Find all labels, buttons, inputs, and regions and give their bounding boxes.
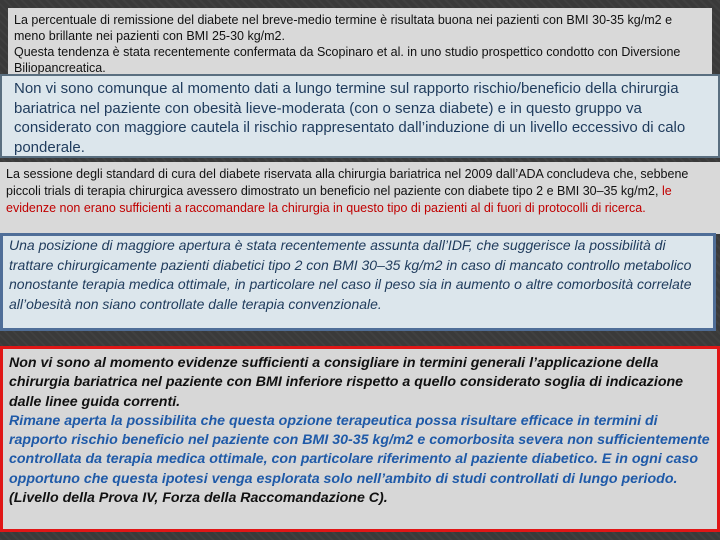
ada-block <box>0 162 720 234</box>
intro-scopinaro-text: Questa tendenza è stata recentemente confermata da Scopinaro et al. in uno studio prospettico condotto con Diversione Biliopancreatica. <box>14 45 681 74</box>
conclusion-possibility: Rimane aperta la possibilita che questa opzione terapeutica possa risultare efficace in termini di rapporto rischio beneficio nel paziente con BMI 30‑35 kg/m2 e comorbosita severa non sufficientemente controllata da terapia medica ottimale, con particolare riferimento al paziente diabetico. E in ogni caso opportuno che questa ipotesi venga esplorata solo nell’ambito di studi controllati di lungo periodo. <box>9 412 710 487</box>
idf-text: Una posizione di maggiore apertura è stata recentemente assunta dall’IDF, che suggerisce la possibilità di trattare chirurgicamente pazienti diabetici tipo 2 con BMI 30–35 kg/m2 in caso di mancato controllo metabolico nonostante terapia medica ottimale, in particolare nel caso il peso sia in aumento o altre comorbosità correlate all’obesità non siano controllate dalle terapia convenzionale. <box>9 237 692 312</box>
intro-block <box>8 8 712 74</box>
ada-text: La sessione degli standard di cura del diabete riservata alla chirurgia bariatrica nel 2009 dall’ADA concludeva che, sebbene piccoli trials di terapia chirurgica avessero dimostrato un beneficio nel paziente con diabete tipo 2 e BMI 30–35 kg/m2, <box>6 167 689 198</box>
conclusion-statement: Non vi sono al momento evidenze sufficienti a consigliare in termini generali l’applicazione della chirurgia bariatrica nel paziente con BMI inferiore rispetto a quello considerato soglia di indicazione dalle linee guida correnti. <box>9 355 684 410</box>
conclusion-evidence-level: (Livello della Prova IV, Forza della Raccomandazione C). <box>9 490 388 507</box>
conclusion-block <box>0 346 720 532</box>
intro-remission-text: La percentuale di remissione del diabete nel breve-medio termine è risultata buona nei pazienti con BMI 30-35 kg/m2 e meno brillante nei pazienti con BMI 25-30 kg/m2. <box>14 13 673 43</box>
idf-block <box>0 233 716 331</box>
ada-red-text: le evidenze non erano sufficienti a raccomandare la chirurgia in questo tipo di pazienti al di fuori di protocolli di ricerca. <box>6 184 672 215</box>
highlight-block <box>0 74 720 158</box>
highlight-text: Non vi sono comunque al momento dati a lungo termine sul rapporto rischio/beneficio della chirurgia bariatrica nel paziente con obesità lieve-moderata (con o senza diabete) e in questo gruppo va considerato con maggiore cautela il rischio rappresentato dall’induzione di un livello eccessivo di calo ponderale. <box>14 80 686 156</box>
ada-paragraph <box>6 166 714 217</box>
